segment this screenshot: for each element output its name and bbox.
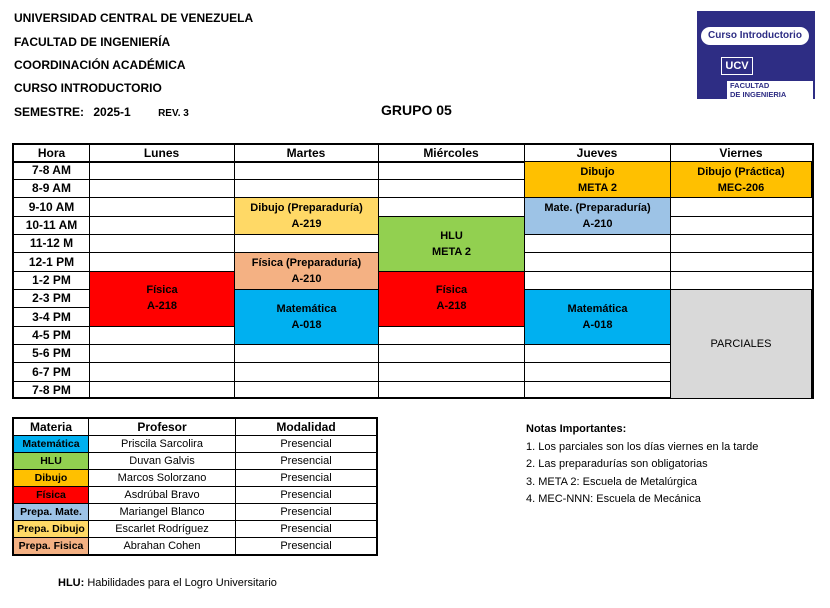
legend-header: Materia xyxy=(13,418,89,436)
schedule-grid xyxy=(12,143,814,399)
block-martes-matematica xyxy=(234,289,379,345)
block-title: Dibujo xyxy=(580,165,615,178)
block-room: MEC-206 xyxy=(717,181,765,194)
col-martes: Martes xyxy=(286,146,326,160)
hour-label: 6-7 PM xyxy=(32,365,71,379)
block-title: Física xyxy=(146,284,178,296)
block-room: A-218 xyxy=(147,300,177,312)
block-title: Dibujo (Preparaduría) xyxy=(250,202,363,214)
hour-label: 5-6 PM xyxy=(32,346,71,360)
legend-materia: Física xyxy=(13,487,89,504)
legend-profesor: Abrahan Cohen xyxy=(89,538,236,556)
block-viernes-dibujo xyxy=(670,161,812,198)
block-room: A-218 xyxy=(436,300,467,312)
logo-faculty-text xyxy=(727,81,813,99)
block-room: A-018 xyxy=(582,319,613,331)
block-room: META 2 xyxy=(431,246,472,258)
semester-line xyxy=(14,105,189,119)
hour-label: 3-4 PM xyxy=(32,310,71,324)
legend-row xyxy=(13,470,377,487)
legend-materia: Dibujo xyxy=(13,470,89,487)
legend-row xyxy=(13,487,377,504)
legend-modalidad: Presencial xyxy=(236,487,378,504)
block-room: A-219 xyxy=(291,218,322,230)
legend-header-row xyxy=(13,418,377,436)
block-miercoles-hlu xyxy=(378,216,525,272)
hour-label: 12-1 PM xyxy=(28,255,75,269)
block-miercoles-fisica xyxy=(378,271,525,327)
block-jueves-matematica xyxy=(524,289,671,345)
block-viernes-parciales xyxy=(670,289,812,399)
hour-label: 1-2 PM xyxy=(32,273,71,287)
col-lunes: Lunes xyxy=(143,146,180,160)
hour-label: 4-5 PM xyxy=(32,328,71,342)
legend-row xyxy=(13,453,377,470)
group-title: GRUPO 05 xyxy=(381,102,452,118)
block-title: Dibujo (Práctica) xyxy=(697,165,785,178)
block-room: A-018 xyxy=(291,319,322,331)
note-item: 2. Las preparadurías son obligatorias xyxy=(526,458,708,470)
legend-modalidad: Presencial xyxy=(236,538,378,556)
hour-label: 7-8 PM xyxy=(32,383,71,397)
block-title: Mate. (Preparaduría) xyxy=(544,202,651,214)
legend-profesor: Duvan Galvis xyxy=(89,453,236,470)
col-jueves: Jueves xyxy=(576,146,618,160)
legend-profesor: Mariangel Blanco xyxy=(89,504,236,521)
col-hora: Hora xyxy=(37,146,66,160)
legend-materia: Prepa. Fisica xyxy=(13,538,89,556)
block-title: Física (Preparaduría) xyxy=(251,257,362,269)
block-jueves-prep-mate xyxy=(524,197,671,235)
legend-header: Modalidad xyxy=(236,418,378,436)
legend-modalidad: Presencial xyxy=(236,504,378,521)
footer-note xyxy=(58,577,277,589)
col-viernes: Viernes xyxy=(719,146,763,160)
block-title: Matemática xyxy=(276,303,337,315)
legend-profesor: Asdrúbal Bravo xyxy=(89,487,236,504)
footer-text: Habilidades para el Logro Universitario xyxy=(87,577,277,589)
notes-title: Notas Importantes: xyxy=(526,423,627,435)
legend-materia: Matemática xyxy=(13,436,89,453)
note-item: 3. META 2: Escuela de Metalúrgica xyxy=(526,475,697,488)
legend-table xyxy=(12,417,378,556)
faculty-name: FACULTAD DE INGENIERÍA xyxy=(14,35,171,49)
block-title: Matemática xyxy=(567,303,628,315)
coordination-name: COORDINACIÓN ACADÉMICA xyxy=(14,58,186,72)
semester-value: 2025-1 xyxy=(93,105,131,119)
legend-materia: Prepa. Mate. xyxy=(13,504,89,521)
legend-row xyxy=(13,538,377,556)
block-title: Física xyxy=(435,284,468,296)
semester-label: SEMESTRE: xyxy=(14,105,85,119)
legend-header: Profesor xyxy=(89,418,236,436)
legend-modalidad: Presencial xyxy=(236,521,378,538)
hour-label: 7-8 AM xyxy=(32,163,71,177)
logo-ucv-text: UCV xyxy=(721,57,753,75)
note-item: 1. Los parciales son los días viernes en la tarde xyxy=(526,440,759,453)
legend-profesor: Escarlet Rodríguez xyxy=(89,521,236,538)
legend-row xyxy=(13,436,377,453)
block-room: A-210 xyxy=(291,273,322,285)
hour-label: 2-3 PM xyxy=(32,291,71,305)
block-lunes-fisica xyxy=(89,271,235,327)
revision: REV. 3 xyxy=(158,108,189,119)
block-room: A-210 xyxy=(582,218,613,230)
block-title: HLU xyxy=(440,230,463,242)
logo-course-text: Curso Introductorio xyxy=(701,27,809,45)
note-item: 4. MEC-NNN: Escuela de Mecánica xyxy=(526,493,701,505)
legend-modalidad: Presencial xyxy=(236,470,378,487)
legend-materia: HLU xyxy=(13,453,89,470)
legend-modalidad: Presencial xyxy=(236,453,378,470)
col-miercoles: Miércoles xyxy=(423,146,479,160)
legend-profesor: Marcos Solorzano xyxy=(89,470,236,487)
legend-modalidad: Presencial xyxy=(236,436,378,453)
course-name: CURSO INTRODUCTORIO xyxy=(14,81,162,95)
logo-faculty-line1: FACULTAD xyxy=(730,81,770,90)
hour-label: 8-9 AM xyxy=(32,181,71,195)
block-title: PARCIALES xyxy=(710,338,772,350)
logo-faculty-line2: DE INGENIERIA xyxy=(730,89,787,99)
legend-row xyxy=(13,504,377,521)
block-jueves-dibujo xyxy=(524,161,671,198)
ucv-logo xyxy=(697,11,815,99)
legend-materia: Prepa. Dibujo xyxy=(13,521,89,538)
legend-profesor: Priscila Sarcolira xyxy=(89,436,236,453)
block-room: META 2 xyxy=(577,181,618,194)
block-martes-prep-dibujo xyxy=(234,197,379,235)
notes-section xyxy=(526,421,758,509)
hour-label: 11-12 M xyxy=(29,236,74,250)
hour-label: 10-11 AM xyxy=(25,218,78,232)
university-name: UNIVERSIDAD CENTRAL DE VENEZUELA xyxy=(14,11,254,25)
hour-label: 9-10 AM xyxy=(28,200,75,214)
footer-label: HLU: xyxy=(58,577,85,589)
block-martes-prep-fisica xyxy=(234,252,379,290)
legend-row xyxy=(13,521,377,538)
